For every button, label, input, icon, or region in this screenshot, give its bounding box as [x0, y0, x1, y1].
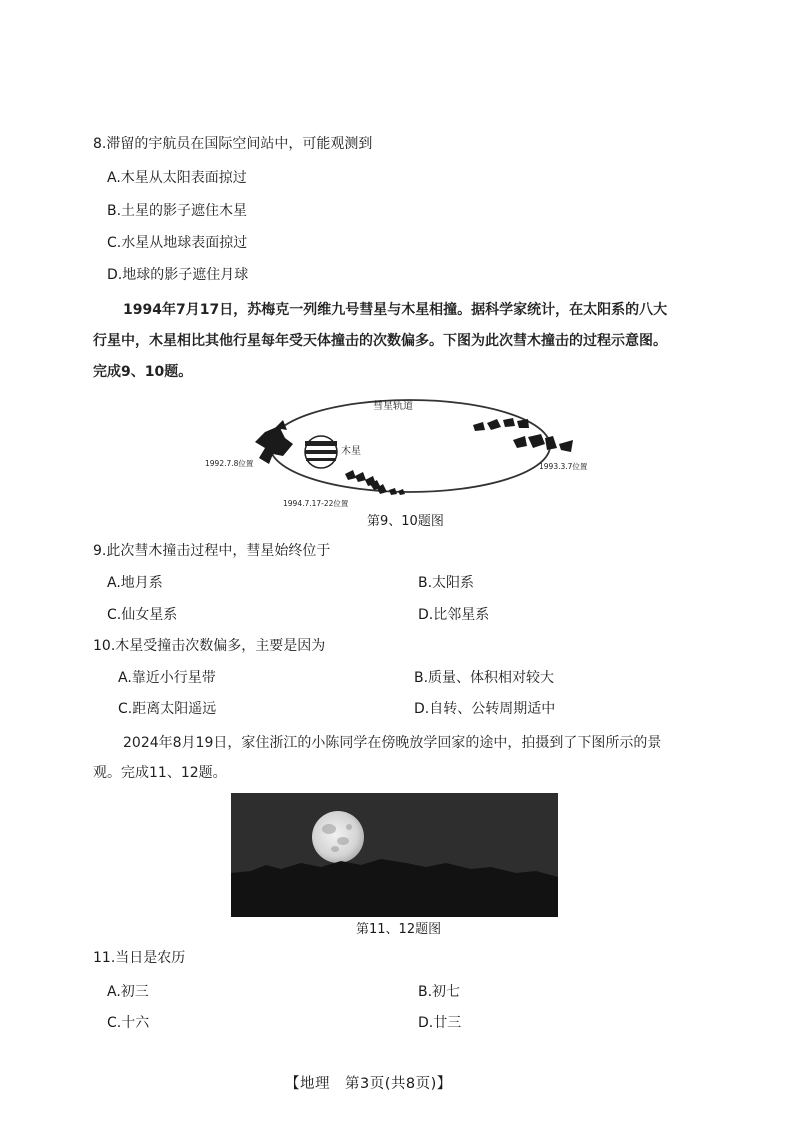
q10-option-a: A.靠近小行星带 — [118, 670, 216, 686]
q8-option-d: D.地球的影子遮住月球 — [107, 267, 249, 283]
q8-option-a: A.木星从太阳表面掠过 — [107, 170, 247, 186]
passage1-line2: 行星中，木星相比其他行星每年受天体撞击的次数偏多。下图为此次彗木撞击的过程示意图。 — [93, 333, 667, 349]
pos-1993-label: 1993.3.7位置 — [539, 462, 588, 471]
moon-photo — [231, 793, 558, 917]
passage1-line1: 1994年7月17日，苏梅克一列维九号彗星与木星相撞。据科学家统计，在太阳系的八大 — [123, 302, 668, 318]
q9-option-c: C.仙女星系 — [107, 607, 178, 623]
orbit-label: 彗星轨道 — [373, 401, 413, 412]
pos-1992-label: 1992.7.8位置 — [205, 459, 254, 468]
q9-option-b: B.太阳系 — [418, 575, 475, 591]
jupiter-icon — [305, 436, 337, 468]
question-9-stem: 9.此次彗木撞击过程中，彗星始终位于 — [93, 543, 331, 559]
q8-option-c: C.水星从地球表面掠过 — [107, 235, 248, 251]
figure1-caption: 第9、10题图 — [367, 514, 444, 529]
passage1-line3: 完成9、10题。 — [93, 364, 193, 380]
moon-icon — [312, 811, 364, 863]
page-footer: 【地理 第3页(共8页)】 — [285, 1076, 452, 1092]
comet-jupiter-diagram — [195, 392, 605, 510]
q11-option-c: C.十六 — [107, 1015, 150, 1031]
q10-option-b: B.质量、体积相对较大 — [414, 670, 555, 686]
passage2-line1: 2024年8月19日，家住浙江的小陈同学在傍晚放学回家的途中，拍摄到了下图所示的景 — [123, 735, 662, 751]
q9-option-d: D.比邻星系 — [418, 607, 490, 623]
q9-option-a: A.地月系 — [107, 575, 163, 591]
q10-option-c: C.距离太阳遥远 — [118, 701, 217, 717]
passage2-line2: 观。完成11、12题。 — [93, 765, 227, 781]
pos-1994-label: 1994.7.17-22位置 — [283, 499, 349, 508]
q8-option-b: B.土星的影子遮住木星 — [107, 203, 248, 219]
question-8-stem: 8.滞留的宇航员在国际空间站中，可能观测到 — [93, 136, 373, 152]
q11-option-a: A.初三 — [107, 984, 149, 1000]
q10-option-d: D.自转、公转周期适中 — [414, 701, 556, 717]
jupiter-label: 木星 — [341, 446, 361, 457]
q11-option-d: D.廿三 — [418, 1015, 462, 1031]
figure2-caption: 第11、12题图 — [356, 922, 442, 937]
comet-1993-fragments-icon — [473, 418, 573, 452]
question-10-stem: 10.木星受撞击次数偏多，主要是因为 — [93, 638, 326, 654]
question-11-stem: 11.当日是农历 — [93, 950, 186, 966]
q11-option-b: B.初七 — [418, 984, 461, 1000]
